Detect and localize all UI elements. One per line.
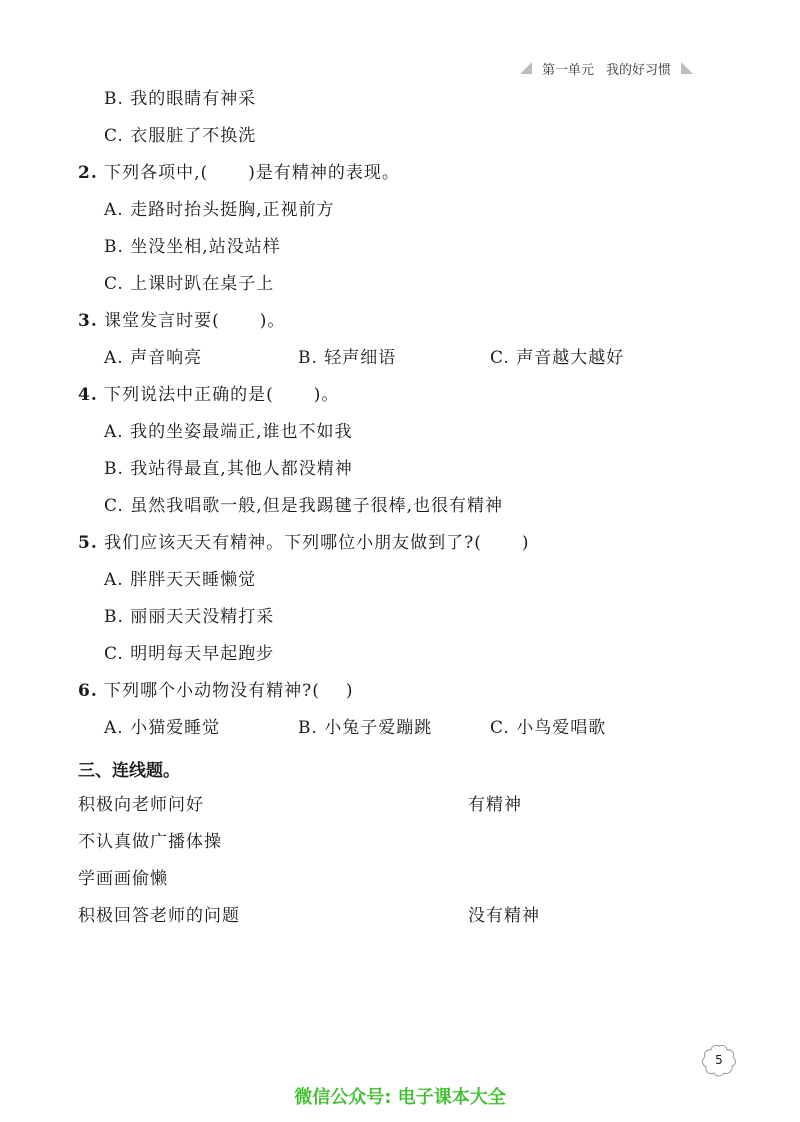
q2-option-a: A. 走路时抬头挺胸,正视前方 xyxy=(104,200,335,220)
question-5 xyxy=(78,531,530,555)
question-text-after: ) xyxy=(345,681,354,701)
match-left-item[interactable]: 积极回答老师的问题 xyxy=(78,906,240,926)
q6-option-b: B. 小兔子爱蹦跳 xyxy=(298,718,433,738)
q6-option-a: A. 小猫爱睡觉 xyxy=(104,718,221,738)
q5-option-a: A. 胖胖天天睡懒觉 xyxy=(104,570,257,590)
page-header xyxy=(520,58,730,78)
q3-option-a: A. 声音响亮 xyxy=(104,348,203,368)
question-text-before: 下列说法中正确的是( xyxy=(104,385,274,405)
page-number: 5 xyxy=(715,1053,723,1067)
question-number: 2. xyxy=(78,163,98,183)
q5-option-b: B. 丽丽天天没精打采 xyxy=(104,607,275,627)
question-number: 6. xyxy=(78,681,98,701)
q2-option-c: C. 上课时趴在桌子上 xyxy=(104,274,275,294)
q6-option-c: C. 小鸟爱唱歌 xyxy=(490,718,607,738)
watermark: 微信公众号: 电子课本大全 xyxy=(294,1087,506,1108)
q4-option-c: C. 虽然我唱歌一般,但是我踢毽子很棒,也很有精神 xyxy=(104,496,504,516)
match-right-item[interactable]: 有精神 xyxy=(468,795,522,815)
q1-option-b: B. 我的眼睛有神采 xyxy=(104,89,257,109)
question-3 xyxy=(78,309,285,333)
q4-option-b: B. 我站得最直,其他人都没精神 xyxy=(104,459,353,479)
question-text-before: 课堂发言时要( xyxy=(104,311,220,331)
question-text-before: 下列哪个小动物没有精神?( xyxy=(104,681,320,701)
q4-option-a: A. 我的坐姿最端正,谁也不如我 xyxy=(104,422,353,442)
question-text-after: )。 xyxy=(259,311,286,331)
header-triangle-left xyxy=(520,62,532,74)
match-left-item[interactable]: 学画画偷懒 xyxy=(78,869,168,889)
header-unit: 第一单元 xyxy=(542,62,595,78)
q1-option-c: C. 衣服脏了不换洗 xyxy=(104,126,257,146)
question-number: 4. xyxy=(78,385,98,405)
q5-option-c: C. 明明每天早起跑步 xyxy=(104,644,275,664)
page-number-badge xyxy=(700,1043,738,1077)
question-text-after: )。 xyxy=(313,385,340,405)
question-text-after: )是有精神的表现。 xyxy=(248,163,400,183)
match-left-item[interactable]: 积极向老师问好 xyxy=(78,795,204,815)
section-title: 三、连线题。 xyxy=(78,761,180,781)
header-title: 我的好习惯 xyxy=(606,62,672,78)
question-number: 5. xyxy=(78,533,98,553)
match-left-item[interactable]: 不认真做广播体操 xyxy=(78,832,222,852)
q3-option-c: C. 声音越大越好 xyxy=(490,348,625,368)
question-4 xyxy=(78,383,339,407)
q2-option-b: B. 坐没坐相,站没站样 xyxy=(104,237,281,257)
question-text-after: ) xyxy=(521,533,530,553)
q3-option-b: B. 轻声细语 xyxy=(298,348,397,368)
question-text-before: 我们应该天天有精神。下列哪位小朋友做到了?( xyxy=(104,533,482,553)
question-2 xyxy=(78,161,400,185)
match-right-item[interactable]: 没有精神 xyxy=(468,906,540,926)
question-text-before: 下列各项中,( xyxy=(104,163,209,183)
header-triangle-right xyxy=(681,62,693,74)
question-6 xyxy=(78,679,354,703)
question-number: 3. xyxy=(78,311,98,331)
